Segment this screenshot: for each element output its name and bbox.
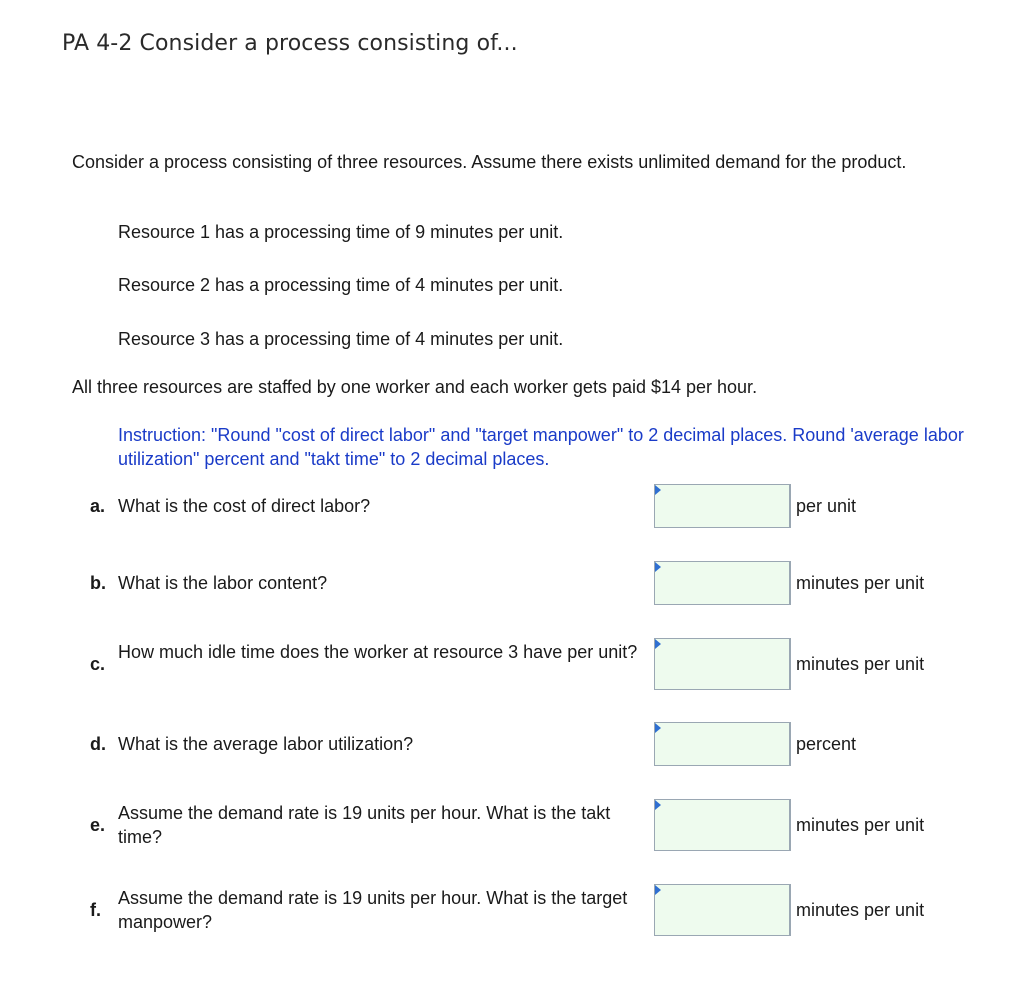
question-e-text: Assume the demand rate is 19 units per hour. What is the takt time? bbox=[118, 803, 611, 847]
problem-intro: Consider a process consisting of three resources. Assume there exists unlimited demand for the product. bbox=[72, 152, 907, 172]
answer-a-unit: per unit bbox=[796, 496, 857, 516]
flag-icon bbox=[655, 723, 661, 733]
question-a-letter: a. bbox=[90, 496, 106, 516]
question-a-text: What is the cost of direct labor? bbox=[118, 496, 371, 516]
answer-c-unit: minutes per unit bbox=[796, 654, 925, 674]
instruction-text: Instruction: "Round "cost of direct labor" and "target manpower" to 2 decimal places. Round 'average labor utilization" percent and "takt time" to 2 decimal places. bbox=[118, 425, 964, 469]
unit-divider bbox=[790, 638, 791, 690]
answer-d-input[interactable] bbox=[655, 723, 789, 765]
answer-f-field-box bbox=[654, 884, 790, 936]
answer-f-input[interactable] bbox=[655, 885, 789, 935]
answer-e-unit: minutes per unit bbox=[796, 815, 925, 835]
question-d-text: What is the average labor utilization? bbox=[118, 734, 414, 754]
question-c-text: How much idle time does the worker at resource 3 have per unit? bbox=[118, 642, 638, 662]
question-f-letter: f. bbox=[90, 900, 101, 920]
unit-divider bbox=[790, 722, 791, 766]
answer-b-input[interactable] bbox=[655, 562, 789, 604]
question-b-letter: b. bbox=[90, 573, 106, 593]
page-title: PA 4-2 Consider a process consisting of... bbox=[62, 31, 518, 56]
flag-icon bbox=[655, 485, 661, 495]
question-d-letter: d. bbox=[90, 734, 106, 754]
resource-1-text: Resource 1 has a processing time of 9 minutes per unit. bbox=[118, 222, 564, 242]
answer-d-unit: percent bbox=[796, 734, 857, 754]
answer-e-input[interactable] bbox=[655, 800, 789, 850]
flag-icon bbox=[655, 562, 661, 572]
answer-a-field-box bbox=[654, 484, 790, 528]
question-c-letter: c. bbox=[90, 654, 106, 674]
unit-divider bbox=[790, 561, 791, 605]
answer-c-field-box bbox=[654, 638, 790, 690]
flag-icon bbox=[655, 639, 661, 649]
answer-b-unit: minutes per unit bbox=[796, 573, 925, 593]
unit-divider bbox=[790, 484, 791, 528]
answer-c-input[interactable] bbox=[655, 639, 789, 689]
answer-b-field-box bbox=[654, 561, 790, 605]
answer-a-input[interactable] bbox=[655, 485, 789, 527]
flag-icon bbox=[655, 800, 661, 810]
staffing-text: All three resources are staffed by one worker and each worker gets paid $14 per hour. bbox=[72, 377, 758, 397]
resource-3-text: Resource 3 has a processing time of 4 minutes per unit. bbox=[118, 329, 564, 349]
answer-d-field-box bbox=[654, 722, 790, 766]
resource-2-text: Resource 2 has a processing time of 4 minutes per unit. bbox=[118, 275, 564, 295]
unit-divider bbox=[790, 884, 791, 936]
answer-e-field-box bbox=[654, 799, 790, 851]
answer-f-unit: minutes per unit bbox=[796, 900, 925, 920]
question-f-text: Assume the demand rate is 19 units per hour. What is the target manpower? bbox=[118, 888, 628, 932]
question-e-letter: e. bbox=[90, 815, 106, 835]
question-b-text: What is the labor content? bbox=[118, 573, 328, 593]
unit-divider bbox=[790, 799, 791, 851]
flag-icon bbox=[655, 885, 661, 895]
